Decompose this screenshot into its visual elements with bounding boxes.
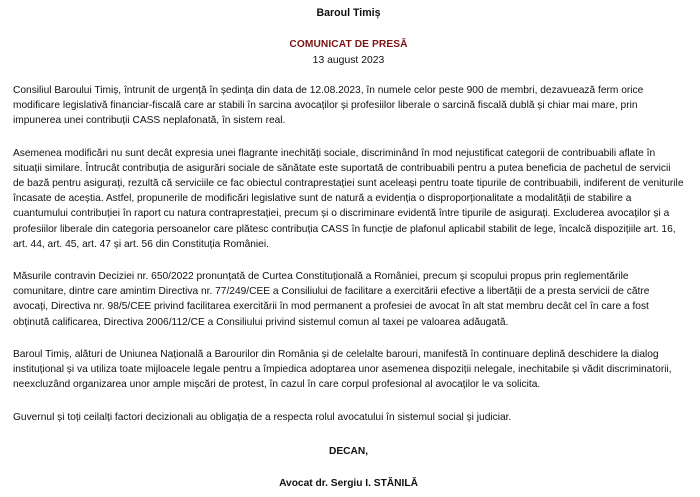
organization-header: Baroul Timiș [316, 7, 381, 19]
body-paragraph-1: Consiliul Baroului Timiș, întrunit de urgență în ședința din data de 12.08.2023, în numele celor peste 900 de membri, dezavuează ferm orice modificare legislativă financiar-fiscală care ar stabili în sarcina avocaților și profesiilor liberale o sarcină fiscală dublă și chiar mai mare, prin impunerea unei contribuții CASS neplafonată, în sistem real. [13, 85, 644, 127]
signature-name: Avocat dr. Sergiu I. STĂNILĂ [279, 477, 418, 489]
signature-title: DECAN, [328, 445, 369, 457]
body-paragraph-3: Măsurile contravin Deciziei nr. 650/2022 pronunțată de Curtea Constituțională a României, precum și scopului propus prin reglementările comunitare, dintre care amintim Directiva nr. 77/249/CEE a Consiliului de facilitare a exercitării efective a libertății de a presta servicii de către avocați, Directiva nr. 98/5/CEE privind facilitarea exercitării în mod permanent a profesiei de avocat în alt stat membru decât cel în care a fost obținută calificarea, Directiva 2006/112/CE a Consiliului privind sistemul comun al taxei pe valoarea adăugată. [13, 271, 650, 328]
body-paragraph-2: Asemenea modificări nu sunt decât expresia unei flagrante inechități sociale, discriminând în mod nejustificat categorii de contribuabili aflate în situații similare. Întrucât contribuția de asigurări sociale de sănătate este suportată de contribuabili pentru a putea beneficia de pachetul de servicii de bază pentru asigurați, rezultă că serviciile ce fac obiectul contraprestației sunt aceleași pentru toate tipurile de contribuabili, indiferent de veniturile încasate de aceștia. Astfel, propunerile de modificări legislative sunt de natură a evidenția o disproporționalitate a modalității de stabilire a cuantumului contribuției în raport cu natura contraprestației, precum și o discriminare evidentă între tipurile de asigurați. Excluderea avocaților și a profesiilor liberale din categoria persoanelor care plătesc contribuția CASS în funcție de plafonul aplicabil stabilit de lege, încalcă dispozițiile art. 16, art. 44, art. 45, art. 47 și art. 56 din Constituția României. [13, 147, 684, 250]
press-release-date: 13 august 2023 [312, 55, 385, 66]
press-release-title: COMUNICAT DE PRESĂ [289, 39, 408, 50]
body-paragraph-5: Guvernul și toți ceilalți factori decizionali au obligația de a respecta rolul avocatului în sistemul social și judiciar. [13, 412, 512, 424]
body-paragraph-4: Baroul Timiș, alături de Uniunea Națională a Barourilor din România și de celelalte barouri, manifestă în continuare deplină deschidere la dialog instituțional și va utiliza toate mijloacele legale pentru a împiedica adoptarea unor asemenea dispoziții nelegale, inechitabile și vădit discriminatorii, neexcluzând organizarea unor ample mișcări de protest, în cazul în care corpul profesional al avocaților le va solicita. [13, 348, 672, 391]
